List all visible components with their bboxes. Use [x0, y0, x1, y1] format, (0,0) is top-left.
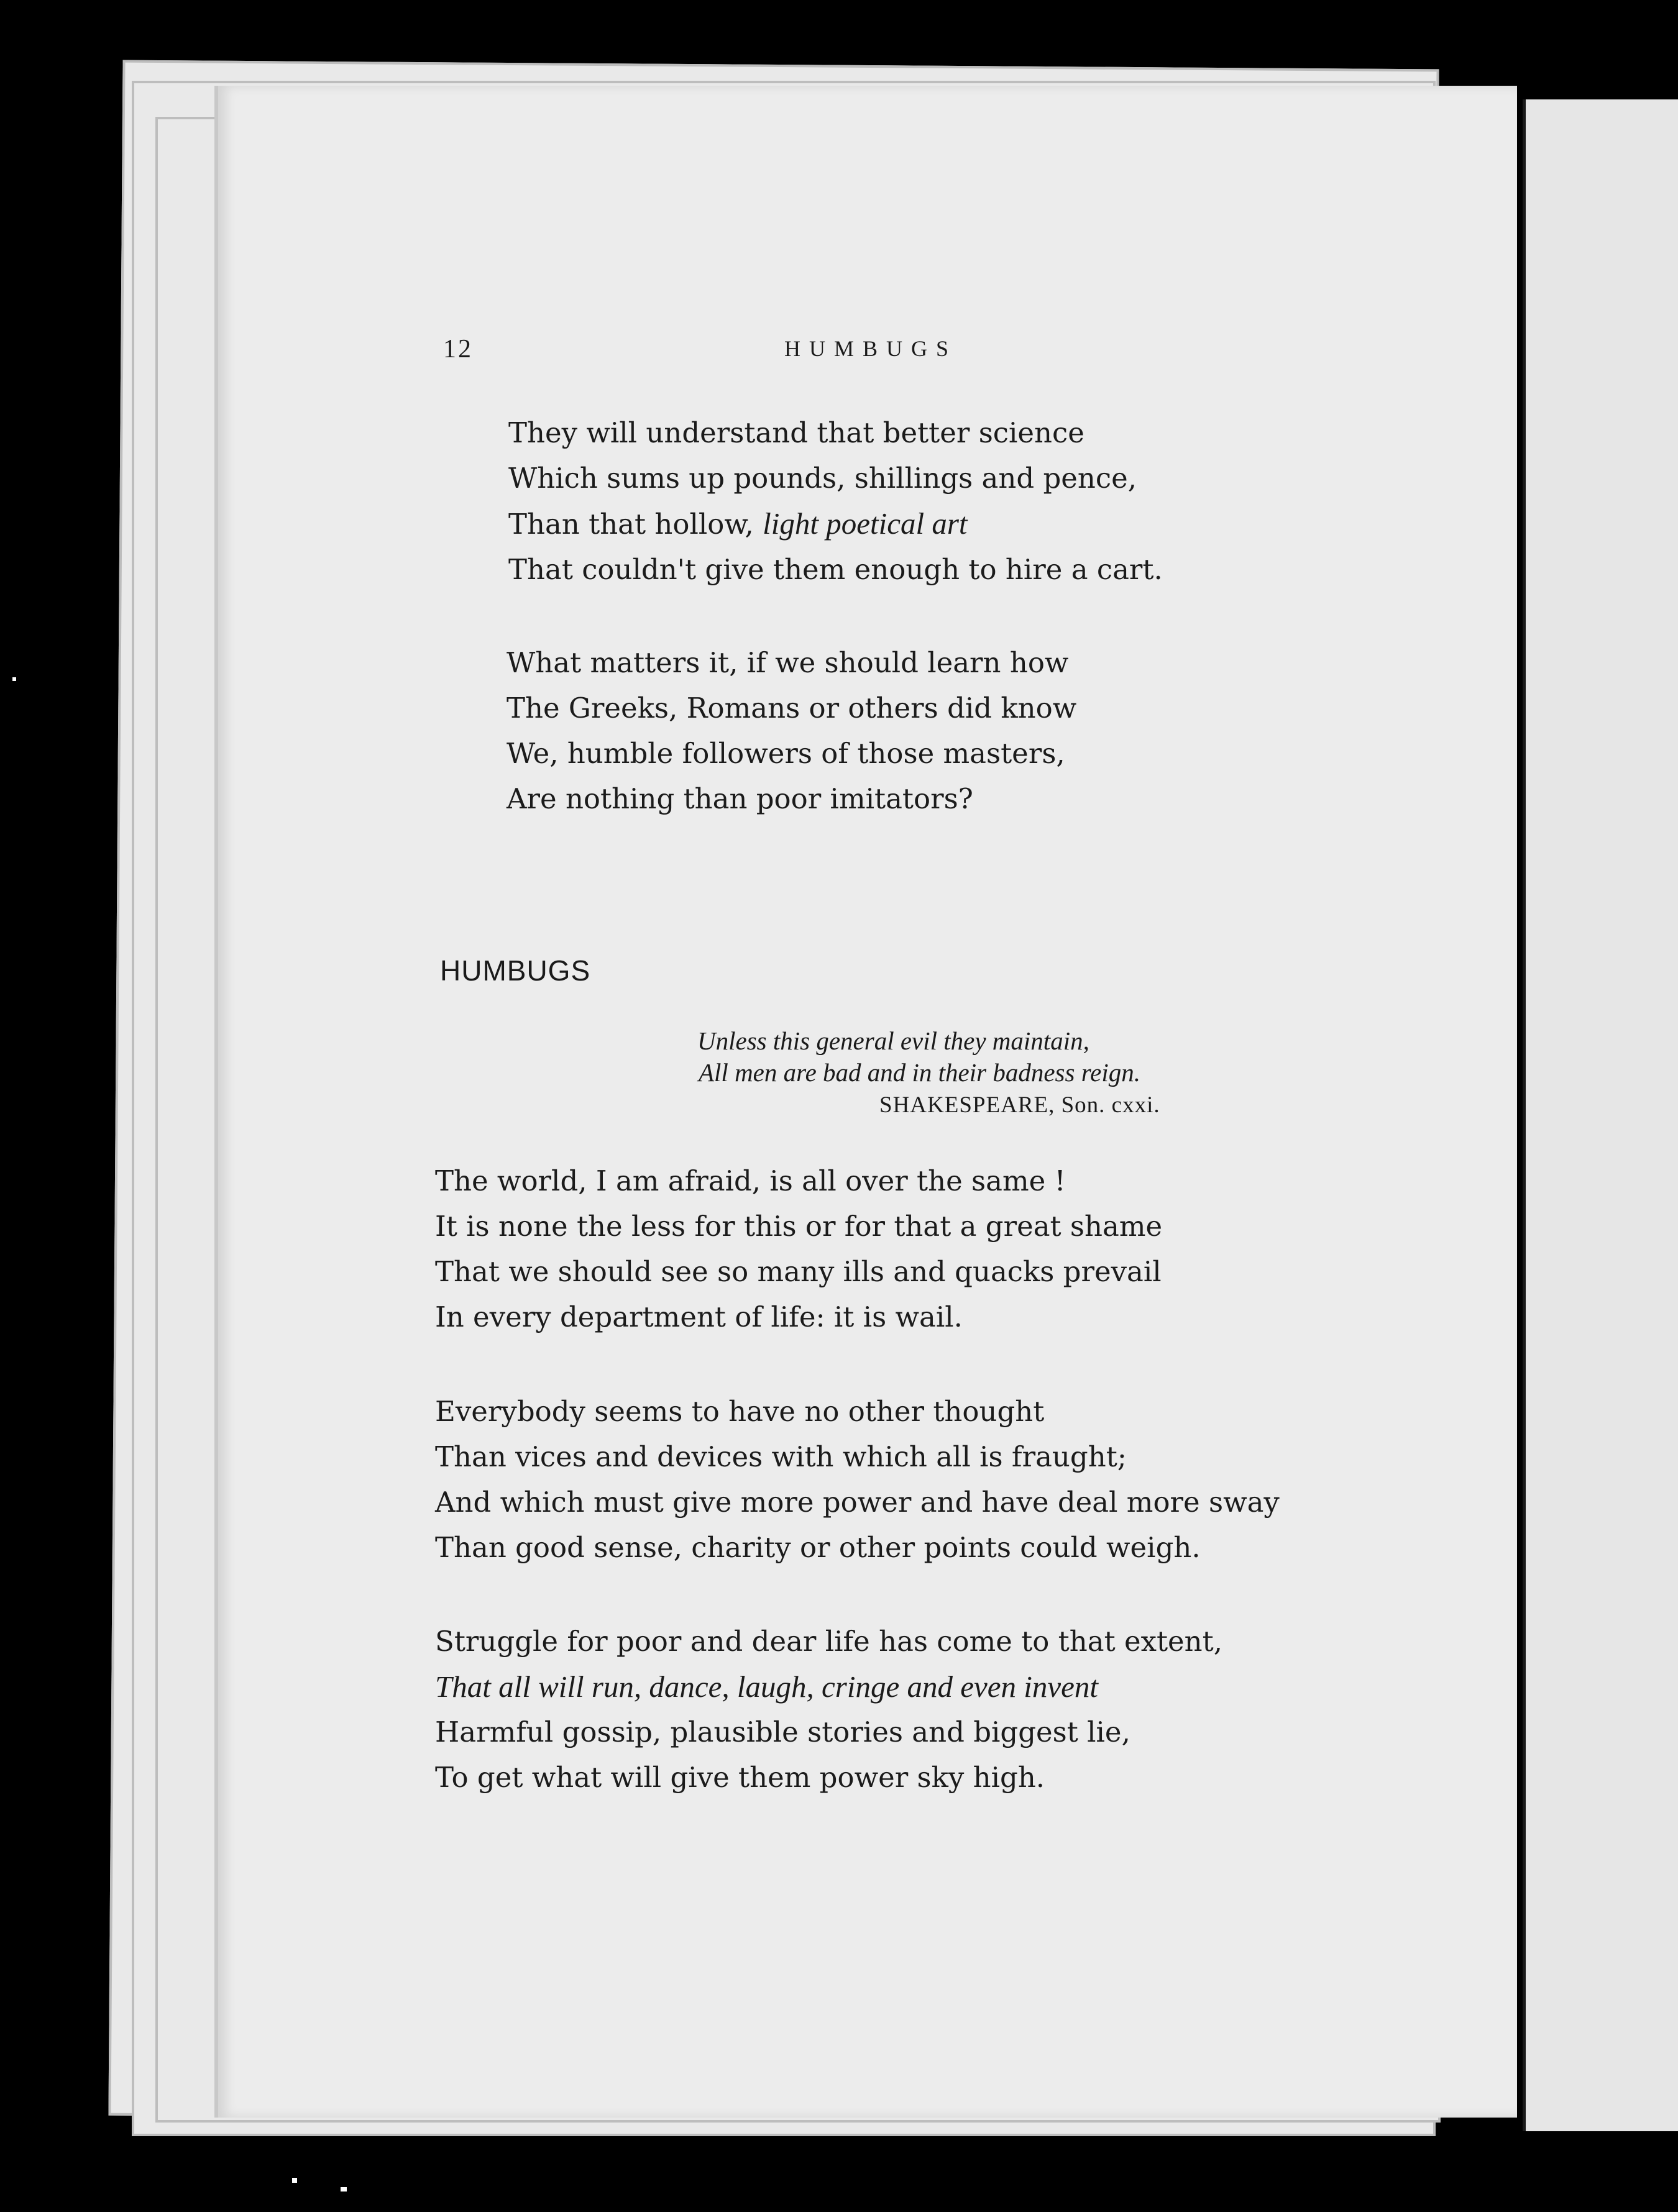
scan-speck: [12, 677, 16, 681]
book-page: [214, 86, 1517, 2118]
verse-line-italic-part: light poetical art: [763, 506, 968, 541]
poem-title: HUMBUGS: [440, 954, 591, 987]
verse-line: The world, I am afraid, is all over the same !: [435, 1164, 1066, 1197]
previous-poem-stanza: [508, 410, 1163, 592]
verse-line: We, humble followers of those masters,: [507, 737, 1065, 770]
poem-stanza: [435, 1158, 1162, 1340]
epigraph-line: Unless this general evil they maintain,: [697, 1026, 1089, 1055]
scan-speck: [292, 2178, 297, 2183]
verse-line-italic: That all will run, dance, laugh, cringe and even invent: [435, 1670, 1098, 1704]
verse-line-roman-part: Than that hollow,: [508, 508, 763, 541]
verse-line: Which sums up pounds, shillings and pence,: [508, 462, 1137, 495]
verse-line: That couldn't give them enough to hire a cart.: [508, 553, 1163, 586]
page-number: 12: [443, 335, 473, 363]
running-title: HUMBUGS: [784, 336, 958, 361]
verse-line: Than vices and devices with which all is fraught;: [435, 1440, 1127, 1473]
verse-line: Are nothing than poor imitators?: [507, 782, 973, 815]
verse-line: In every department of life: it is wail.: [435, 1300, 963, 1333]
epigraph: [697, 1025, 1140, 1089]
epigraph-attribution: SHAKESPEARE, Son. cxxi.: [879, 1092, 1160, 1118]
verse-line: And which must give more power and have deal more sway: [435, 1486, 1280, 1519]
verse-line: Struggle for poor and dear life has come to that extent,: [435, 1625, 1223, 1658]
verse-line: Harmful gossip, plausible stories and biggest lie,: [435, 1716, 1130, 1748]
verse-line: The Greeks, Romans or others did know: [507, 692, 1077, 724]
poem-stanza: [435, 1619, 1222, 1800]
previous-poem-stanza: [507, 640, 1076, 821]
verse-line: Than good sense, charity or other points could weigh.: [435, 1531, 1201, 1564]
scan-speck: [341, 2187, 347, 2191]
verse-line: They will understand that better science: [508, 416, 1084, 449]
facing-page-edge: [1523, 99, 1678, 2131]
verse-line: That we should see so many ills and quacks prevail: [435, 1255, 1162, 1288]
verse-line: What matters it, if we should learn how: [507, 646, 1069, 679]
poem-stanza: [435, 1389, 1280, 1570]
epigraph-line: All men are bad and in their badness reign.: [699, 1058, 1140, 1087]
verse-line: [508, 501, 1163, 547]
verse-line: It is none the less for this or for that a great shame: [435, 1210, 1163, 1243]
verse-line: Everybody seems to have no other thought: [435, 1395, 1045, 1428]
verse-line: To get what will give them power sky high.: [435, 1761, 1045, 1794]
